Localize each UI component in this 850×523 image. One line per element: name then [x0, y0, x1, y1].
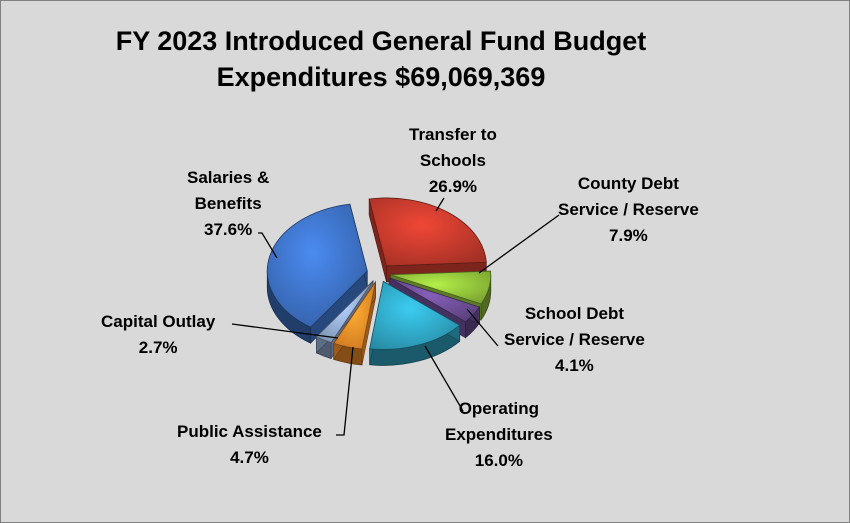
label-salaries-benefits: [187, 165, 269, 243]
label-county-debt-pct: 7.9%: [609, 226, 648, 245]
leader-line-1: [479, 215, 559, 273]
label-public-assistance-pct: 4.7%: [230, 448, 269, 467]
label-salaries-line-1: Salaries &: [187, 168, 270, 187]
chart-title-line-1: FY 2023 Introduced General Fund Budget: [115, 26, 647, 56]
label-capital-outlay-pct: 2.7%: [138, 338, 178, 357]
label-transfer-to-schools: [409, 122, 497, 200]
label-school-debt-line-1: School Debt: [524, 304, 624, 323]
label-county-debt: [558, 171, 699, 249]
pie-chart: [1, 1, 849, 522]
label-salaries-pct: 37.6%: [204, 220, 253, 239]
label-school-debt-line-2: Service / Reserve: [504, 330, 645, 349]
label-operating-pct: 16.0%: [474, 451, 523, 470]
label-public-assistance: [177, 419, 322, 471]
label-school-debt-pct: 4.1%: [555, 356, 594, 375]
label-operating-expenditures: [445, 396, 553, 474]
label-capital-outlay-line-1: Capital Outlay: [101, 312, 216, 331]
label-operating-line-1: Operating: [458, 399, 539, 418]
slice-transfer-to-schools: [369, 198, 486, 266]
label-public-assistance-line-1: Public Assistance: [177, 422, 322, 441]
label-school-debt: [504, 301, 645, 379]
label-transfer-to-schools-line-2: Schools: [419, 151, 486, 170]
label-capital-outlay: [101, 309, 215, 361]
label-county-debt-line-2: Service / Reserve: [558, 200, 699, 219]
label-county-debt-line-1: County Debt: [577, 174, 679, 193]
label-salaries-line-2: Benefits: [194, 194, 262, 213]
chart-title-line-2: Expenditures $69,069,369: [216, 62, 546, 92]
label-transfer-to-schools-pct: 26.9%: [428, 177, 478, 196]
label-operating-line-2: Expenditures: [445, 425, 553, 444]
label-transfer-to-schools-line-1: Transfer to: [409, 125, 497, 144]
